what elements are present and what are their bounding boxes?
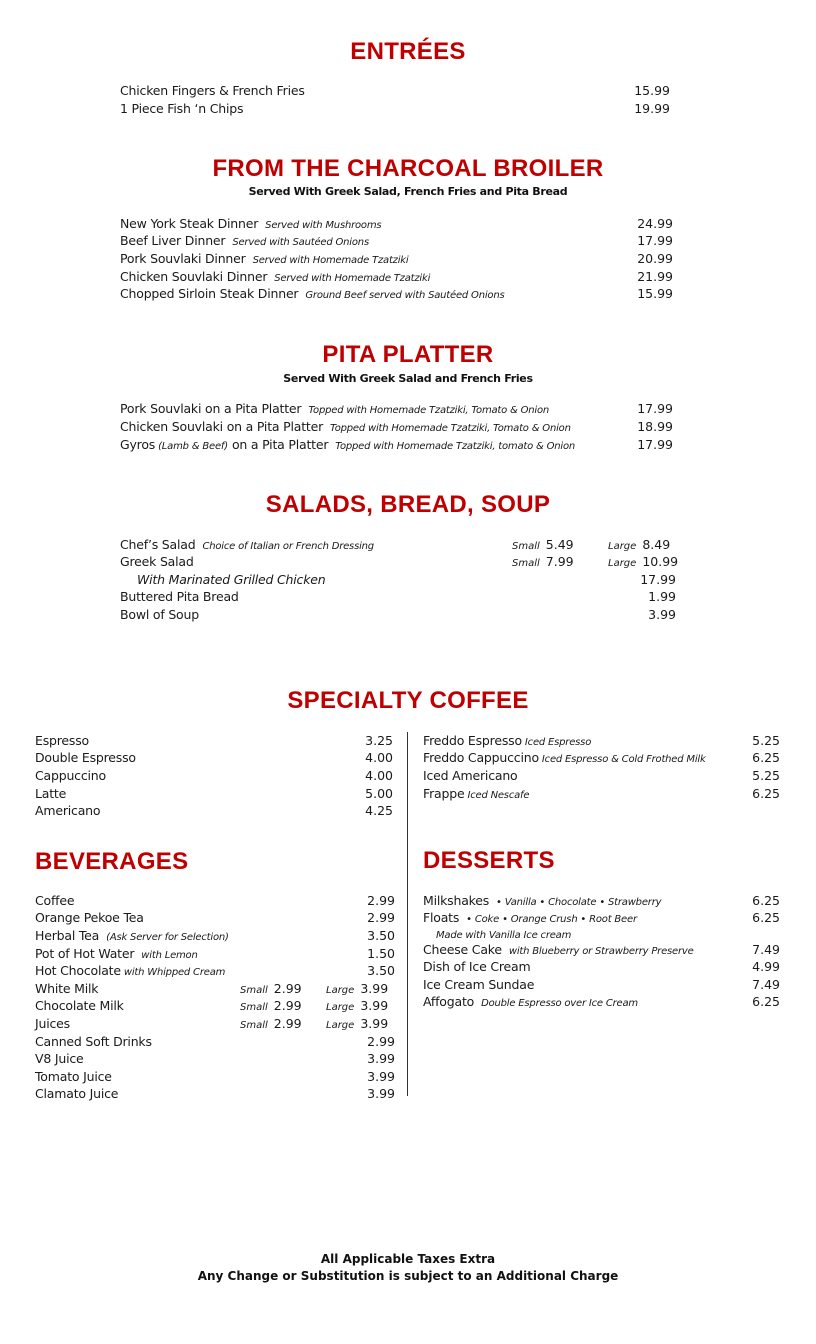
item-name: Freddo Cappuccino: [423, 750, 539, 765]
item-description: Topped with Homemade Tzatziki, tomato & Onion: [335, 441, 576, 452]
item-name: White Milk: [35, 981, 99, 996]
large-price: 8.49: [642, 537, 671, 552]
small-label: Small: [512, 558, 540, 569]
menu-item: [35, 1050, 395, 1068]
item-price: 7.49: [752, 942, 780, 957]
menu-item: [120, 232, 673, 250]
item-price: 4.00: [365, 750, 393, 765]
large-option: [326, 1015, 388, 1035]
item-price: 5.25: [752, 733, 780, 748]
small-label: Small: [240, 1002, 268, 1013]
item-description: with Lemon: [141, 950, 198, 961]
large-price: 3.99: [360, 981, 389, 996]
item-name: Chef’s Salad: [120, 537, 196, 552]
column-divider: [407, 732, 408, 1096]
item-price: 15.99: [637, 286, 673, 301]
small-label: Small: [512, 541, 540, 552]
large-option: [608, 553, 678, 573]
pita-heading: PITA PLATTER: [322, 341, 494, 368]
item-price: 2.99: [367, 910, 395, 925]
item-description: with Blueberry or Strawberry Preserve: [508, 946, 694, 957]
item-name: Americano: [35, 803, 101, 818]
small-price: 2.99: [273, 998, 302, 1013]
item-price: 4.99: [752, 959, 780, 974]
item-name: Ice Cream Sundae: [423, 977, 535, 992]
item-price: 21.99: [637, 269, 673, 284]
menu-item: [423, 732, 780, 750]
menu-item: [35, 1033, 395, 1051]
item-name: Hot Chocolate: [35, 963, 121, 978]
item-name: Chicken Fingers & French Fries: [120, 83, 305, 98]
item-price: 6.25: [752, 910, 780, 925]
menu-item: [423, 941, 780, 959]
desserts-heading: DESSERTS: [423, 847, 555, 874]
item-name: Buttered Pita Bread: [120, 589, 239, 604]
menu-item: [120, 418, 673, 436]
item-description: Choice of Italian or French Dressing: [202, 541, 374, 552]
item-price: 17.99: [637, 401, 673, 416]
item-price: 6.25: [752, 893, 780, 908]
menu-item: [120, 536, 676, 554]
small-label: Small: [240, 985, 268, 996]
item-price: 6.25: [752, 994, 780, 1009]
item-description: Made with Vanilla Ice cream: [436, 930, 572, 941]
item-name: Orange Pekoe Tea: [35, 910, 144, 925]
small-option: [240, 997, 302, 1017]
item-price: 3.50: [367, 963, 395, 978]
menu-item: [35, 1015, 395, 1033]
large-label: Large: [326, 985, 355, 996]
menu-item: [120, 215, 673, 233]
menu-item: [120, 553, 679, 571]
menu-item: [35, 785, 393, 803]
menu-item: [35, 767, 393, 785]
item-name: Freddo Espresso: [423, 733, 522, 748]
small-option: [512, 553, 574, 573]
menu-item: [35, 732, 393, 750]
menu-item: [35, 802, 393, 820]
menu-item: [423, 976, 780, 994]
item-name: Tomato Juice: [35, 1069, 112, 1084]
large-option: [326, 997, 388, 1017]
menu-item: [35, 997, 395, 1015]
broiler-heading: FROM THE CHARCOAL BROILER: [212, 155, 604, 182]
item-description: (Ask Server for Selection): [106, 932, 229, 943]
salads-heading: SALADS, BREAD, SOUP: [265, 491, 551, 518]
item-price: 7.49: [752, 977, 780, 992]
menu-item: [120, 285, 673, 303]
item-name: Pot of Hot Water: [35, 946, 135, 961]
item-inline-description: (Lamb & Beef): [158, 441, 228, 452]
item-price: 19.99: [634, 101, 670, 116]
item-price: 17.99: [640, 572, 676, 587]
item-price: 5.25: [752, 768, 780, 783]
coffee-heading: SPECIALTY COFFEE: [287, 687, 529, 714]
large-label: Large: [326, 1002, 355, 1013]
item-price: 3.99: [367, 1051, 395, 1066]
menu-item: [120, 400, 673, 418]
large-label: Large: [326, 1020, 355, 1031]
item-name: Chopped Sirloin Steak Dinner: [120, 286, 299, 301]
menu-item: [120, 436, 673, 454]
item-name: Juices: [35, 1016, 70, 1031]
item-name: Cappuccino: [35, 768, 106, 783]
menu-item: [120, 588, 676, 606]
item-name-suffix: on a Pita Platter: [231, 437, 329, 452]
item-description: Served with Homemade Tzatziki: [274, 273, 431, 284]
item-price: 20.99: [637, 251, 673, 266]
item-description: Ground Beef served with Sautéed Onions: [305, 290, 505, 301]
menu-item: [120, 268, 673, 286]
item-name: Frappe: [423, 786, 465, 801]
item-price: 15.99: [634, 83, 670, 98]
menu-item: [423, 767, 780, 785]
menu-item: [35, 909, 395, 927]
item-price: 6.25: [752, 786, 780, 801]
menu-item: [35, 980, 395, 998]
menu-item: [423, 993, 780, 1011]
menu-item: [120, 571, 676, 589]
item-price: 6.25: [752, 750, 780, 765]
item-price: 3.99: [367, 1069, 395, 1084]
item-price: 3.25: [365, 733, 393, 748]
item-name: Chicken Souvlaki on a Pita Platter: [120, 419, 324, 434]
item-price: 17.99: [637, 437, 673, 452]
small-price: 2.99: [273, 981, 302, 996]
item-price: 1.99: [648, 589, 676, 604]
item-description: Topped with Homemade Tzatziki, Tomato & Onion: [308, 405, 550, 416]
menu-item: [35, 962, 395, 980]
item-name: Chocolate Milk: [35, 998, 124, 1013]
menu-item: [120, 82, 670, 100]
item-name: Beef Liver Dinner: [120, 233, 226, 248]
item-name: Greek Salad: [120, 554, 194, 569]
item-description: • Coke • Orange Crush • Root Beer: [466, 914, 637, 925]
item-name: Iced Americano: [423, 768, 518, 783]
item-description: With Marinated Grilled Chicken: [137, 572, 326, 587]
menu-item: [423, 958, 780, 976]
item-price: 4.25: [365, 803, 393, 818]
item-name: Cheese Cake: [423, 942, 502, 957]
footer-taxes-note: All Applicable Taxes Extra: [320, 1252, 496, 1266]
item-name: Herbal Tea: [35, 928, 100, 943]
menu-item: [120, 250, 673, 268]
beverages-heading: BEVERAGES: [35, 848, 189, 875]
menu-item: [423, 785, 780, 803]
item-name: Clamato Juice: [35, 1086, 119, 1101]
large-price: 10.99: [642, 554, 679, 569]
item-description: Topped with Homemade Tzatziki, Tomato & Onion: [330, 423, 571, 434]
item-name: Floats: [423, 910, 460, 925]
item-description: Served with Sautéed Onions: [232, 237, 369, 248]
item-description: Double Espresso over Ice Cream: [481, 998, 638, 1009]
item-name: V8 Juice: [35, 1051, 84, 1066]
item-name: 1 Piece Fish ‘n Chips: [120, 101, 244, 116]
entrees-heading: ENTRÉES: [350, 38, 466, 65]
item-price: 24.99: [637, 216, 673, 231]
menu-item: [35, 1085, 395, 1103]
menu-item: [120, 606, 676, 624]
item-name: New York Steak Dinner: [120, 216, 259, 231]
menu-item: [423, 749, 780, 767]
item-name: Coffee: [35, 893, 75, 908]
small-price: 5.49: [545, 537, 574, 552]
large-label: Large: [608, 558, 637, 569]
item-description: Served with Mushrooms: [265, 220, 382, 231]
item-description: Iced Espresso & Cold Frothed Milk: [541, 754, 706, 765]
item-description: with Whipped Cream: [123, 967, 226, 978]
item-price: 3.50: [367, 928, 395, 943]
item-description: Iced Espresso: [524, 737, 592, 748]
menu-item: [35, 892, 395, 910]
small-price: 2.99: [273, 1016, 302, 1031]
item-name: Pork Souvlaki Dinner: [120, 251, 246, 266]
item-price: 1.50: [367, 946, 395, 961]
item-name: Milkshakes: [423, 893, 490, 908]
pita-subtitle: Served With Greek Salad and French Fries: [283, 372, 533, 385]
item-price: 3.99: [648, 607, 676, 622]
footer-substitution-note: Any Change or Substitution is subject to an Additional Charge: [197, 1269, 619, 1283]
item-name: Affogato: [423, 994, 475, 1009]
item-description: • Vanilla • Chocolate • Strawberry: [496, 897, 662, 908]
menu-item: [35, 927, 395, 945]
item-description: Served with Homemade Tzatziki: [252, 255, 409, 266]
menu-item: [35, 945, 395, 963]
item-description: Iced Nescafe: [467, 790, 530, 801]
item-name: Bowl of Soup: [120, 607, 199, 622]
item-price: 5.00: [365, 786, 393, 801]
item-price: 2.99: [367, 1034, 395, 1049]
item-price: 4.00: [365, 768, 393, 783]
small-label: Small: [240, 1020, 268, 1031]
item-price: 18.99: [637, 419, 673, 434]
item-name: Canned Soft Drinks: [35, 1034, 152, 1049]
item-price: 2.99: [367, 893, 395, 908]
menu-item: [120, 100, 670, 118]
item-name: Dish of Ice Cream: [423, 959, 531, 974]
item-price: 17.99: [637, 233, 673, 248]
item-price: 3.99: [367, 1086, 395, 1101]
item-name: Gyros: [120, 437, 156, 452]
large-price: 3.99: [360, 1016, 389, 1031]
menu-item: [423, 892, 780, 910]
item-name: Double Espresso: [35, 750, 136, 765]
large-price: 3.99: [360, 998, 389, 1013]
small-option: [240, 1015, 302, 1035]
menu-item: [35, 749, 393, 767]
menu-item: [35, 1068, 395, 1086]
broiler-subtitle: Served With Greek Salad, French Fries and Pita Bread: [248, 185, 568, 198]
large-label: Large: [608, 541, 637, 552]
small-price: 7.99: [545, 554, 574, 569]
item-name: Pork Souvlaki on a Pita Platter: [120, 401, 302, 416]
item-name: Espresso: [35, 733, 89, 748]
item-name: Chicken Souvlaki Dinner: [120, 269, 268, 284]
item-name: Latte: [35, 786, 67, 801]
